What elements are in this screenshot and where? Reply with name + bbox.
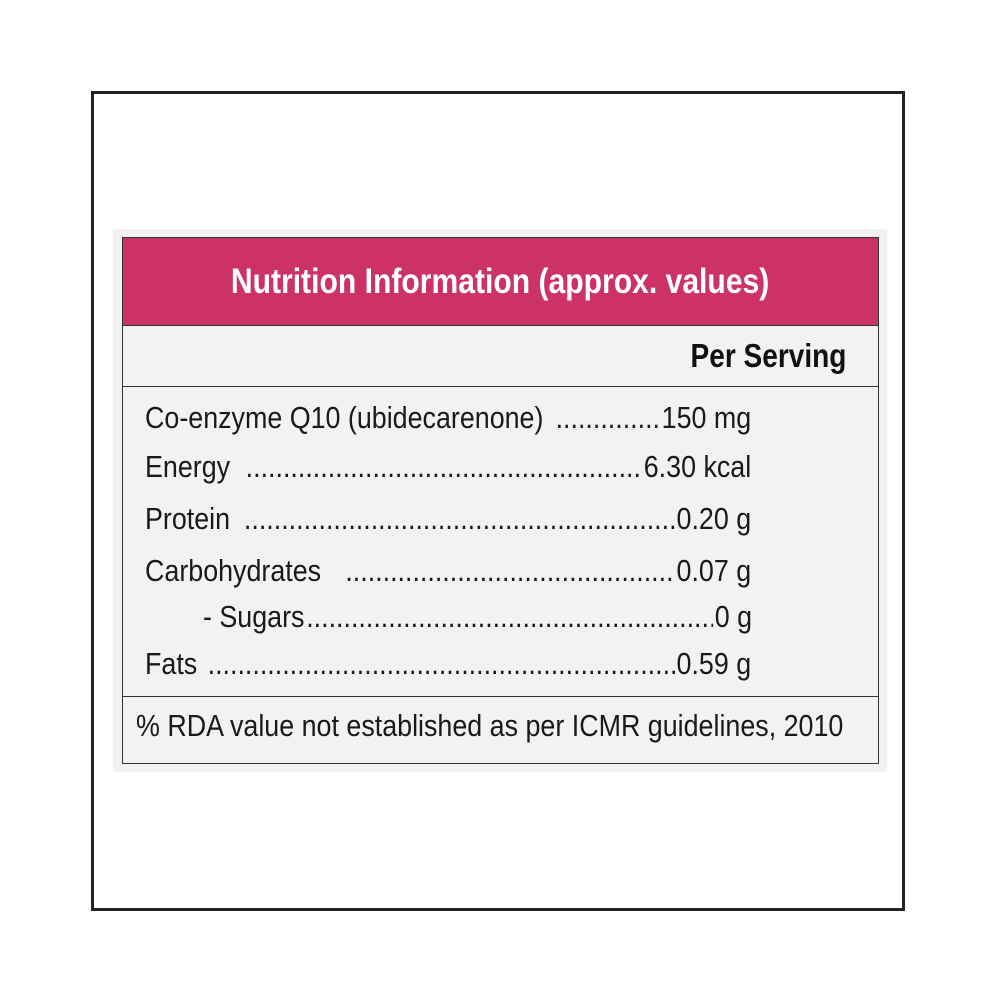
nutrient-row-sugars	[145, 599, 846, 643]
nutrient-row-coenzyme-q10	[145, 400, 846, 444]
nutrient-name: - Sugars	[203, 599, 305, 634]
nutrient-value: 6.30 kcal	[643, 449, 752, 484]
nutrient-value: 0.59 g	[676, 646, 752, 681]
nutrient-name: Fats	[145, 646, 198, 681]
dot-leader	[244, 501, 675, 537]
nutrient-row-protein	[145, 501, 846, 545]
per-serving-header: Per Serving	[690, 337, 846, 374]
dot-leader	[345, 553, 674, 589]
nutrient-name: Energy	[145, 449, 231, 484]
rda-footnote: % RDA value not established as per ICMR guidelines, 2010	[136, 708, 844, 743]
nutrient-value: 150 mg	[661, 400, 752, 435]
nutrient-name: Co-enzyme Q10 (ubidecarenone)	[145, 400, 544, 435]
nutrient-name: Protein	[145, 501, 231, 536]
nutrient-name: Carbohydrates	[145, 553, 322, 588]
nutrient-value: 0 g	[714, 599, 753, 634]
title-bar	[123, 238, 878, 326]
nutrient-row-carbohydrates	[145, 553, 846, 597]
nutrient-row-fats	[145, 646, 846, 690]
nutrient-value: 0.20 g	[676, 501, 752, 536]
nutrient-row-energy	[145, 449, 846, 493]
table-title: Nutrition Information (approx. values)	[231, 261, 770, 301]
nutrient-value: 0.07 g	[676, 553, 752, 588]
dot-leader	[556, 400, 660, 436]
column-header-row	[123, 326, 878, 387]
dot-leader	[246, 449, 642, 485]
dot-leader	[208, 646, 675, 682]
dot-leader	[306, 599, 713, 635]
nutrition-table	[122, 237, 879, 764]
nutrient-rows	[123, 387, 878, 697]
